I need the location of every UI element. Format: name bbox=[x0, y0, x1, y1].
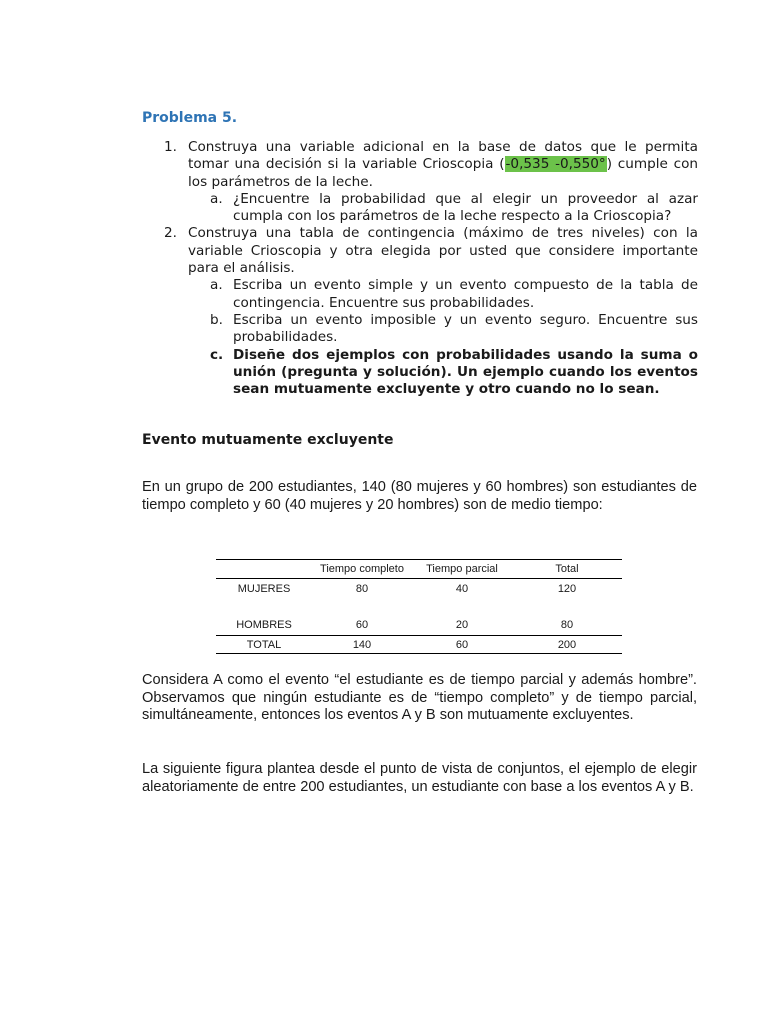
item-letter: a. bbox=[210, 277, 223, 294]
table-row bbox=[216, 615, 622, 636]
table-cell: 140 bbox=[312, 636, 412, 654]
highlighted-value: -0,535 -0,550° bbox=[505, 156, 606, 173]
sub-list bbox=[188, 277, 698, 398]
table-cell: 40 bbox=[455, 583, 469, 595]
table-cell: 80 bbox=[560, 619, 574, 631]
item-number: 1. bbox=[164, 139, 177, 155]
table-header-row bbox=[216, 560, 622, 579]
sub-list-item bbox=[188, 191, 698, 226]
table-cell: 200 bbox=[512, 636, 622, 654]
list-item bbox=[142, 139, 698, 225]
table-header-cell: Tiempo completo bbox=[312, 560, 412, 579]
sub-list-item bbox=[188, 277, 698, 312]
sub-item-text: Escriba un evento simple y un evento compuesto de la tabla de contingencia. Encuentre sus probabilidades. bbox=[233, 277, 698, 311]
row-label: MUJERES bbox=[237, 583, 291, 595]
table-header-cell: Tiempo parcial bbox=[412, 560, 512, 579]
item-letter: b. bbox=[210, 311, 223, 328]
row-label: TOTAL bbox=[216, 636, 312, 654]
intro-paragraph: En un grupo de 200 estudiantes, 140 (80 mujeres y 60 hombres) son estudiantes de tiempo completo y 60 (40 mujeres y 20 hombres) son de medio tiempo: bbox=[142, 479, 697, 513]
table-total-row bbox=[216, 636, 622, 654]
problem-title: Problema 5. bbox=[142, 110, 238, 126]
item-letter: c. bbox=[210, 346, 224, 363]
sub-list bbox=[188, 191, 698, 226]
item-text: Construya una tabla de contingencia (máximo de tres niveles) con la variable Crioscopia y otra elegida por usted que considere importante para el análisis. bbox=[188, 225, 698, 277]
contingency-table bbox=[216, 559, 622, 654]
problem-list bbox=[142, 139, 698, 398]
figure-intro-paragraph: La siguiente figura plantea desde el punto de vista de conjuntos, el ejemplo de elegir aleatoriamente de entre 200 estudiantes, un estudiante con base a los eventos A y B. bbox=[142, 761, 697, 795]
item-number: 2. bbox=[164, 225, 177, 242]
table-cell: 60 bbox=[412, 636, 512, 654]
item-letter: a. bbox=[210, 190, 223, 207]
table-cell: 80 bbox=[355, 583, 369, 595]
row-label: HOMBRES bbox=[236, 619, 292, 631]
table-cell: 120 bbox=[557, 583, 577, 595]
table-spacer-row bbox=[216, 599, 622, 615]
table-header-cell: Total bbox=[512, 560, 622, 579]
sub-item-text: Escriba un evento imposible y un evento seguro. Encuentre sus probabilidades. bbox=[233, 311, 698, 346]
sub-list-item bbox=[188, 347, 698, 399]
definition-paragraph: Considera A como el evento “el estudiante es de tiempo parcial y además hombre”. Observamos que ningún estudiante es de “tiempo completo” y de tiempo parcial, simultáneamente, entonces los eventos A y B son mutuamente excluyentes. bbox=[142, 672, 697, 723]
table-header-cell bbox=[216, 560, 312, 579]
section-title: Evento mutuamente excluyente bbox=[142, 432, 394, 448]
table-cell: 20 bbox=[455, 619, 469, 631]
list-item bbox=[142, 225, 698, 398]
table-row bbox=[216, 579, 622, 600]
sub-list-item bbox=[188, 312, 698, 347]
item-text: Construya una variable adicional en la base de datos que le permita tomar una decisión si la variable Crioscopia (-0,535 -0,550°) cumple con los parámetros de la leche. bbox=[188, 139, 699, 190]
sub-item-text: ¿Encuentre la probabilidad que al elegir un proveedor al azar cumpla con los parámetros de la leche respecto a la Crioscopia? bbox=[233, 190, 698, 225]
table-cell: 60 bbox=[355, 619, 369, 631]
sub-item-text: Diseñe dos ejemplos con probabilidades usando la suma o unión (pregunta y solución). Un ejemplo cuando los eventos sean mutuamente excluyente y otro cuando no lo sean. bbox=[233, 346, 698, 398]
